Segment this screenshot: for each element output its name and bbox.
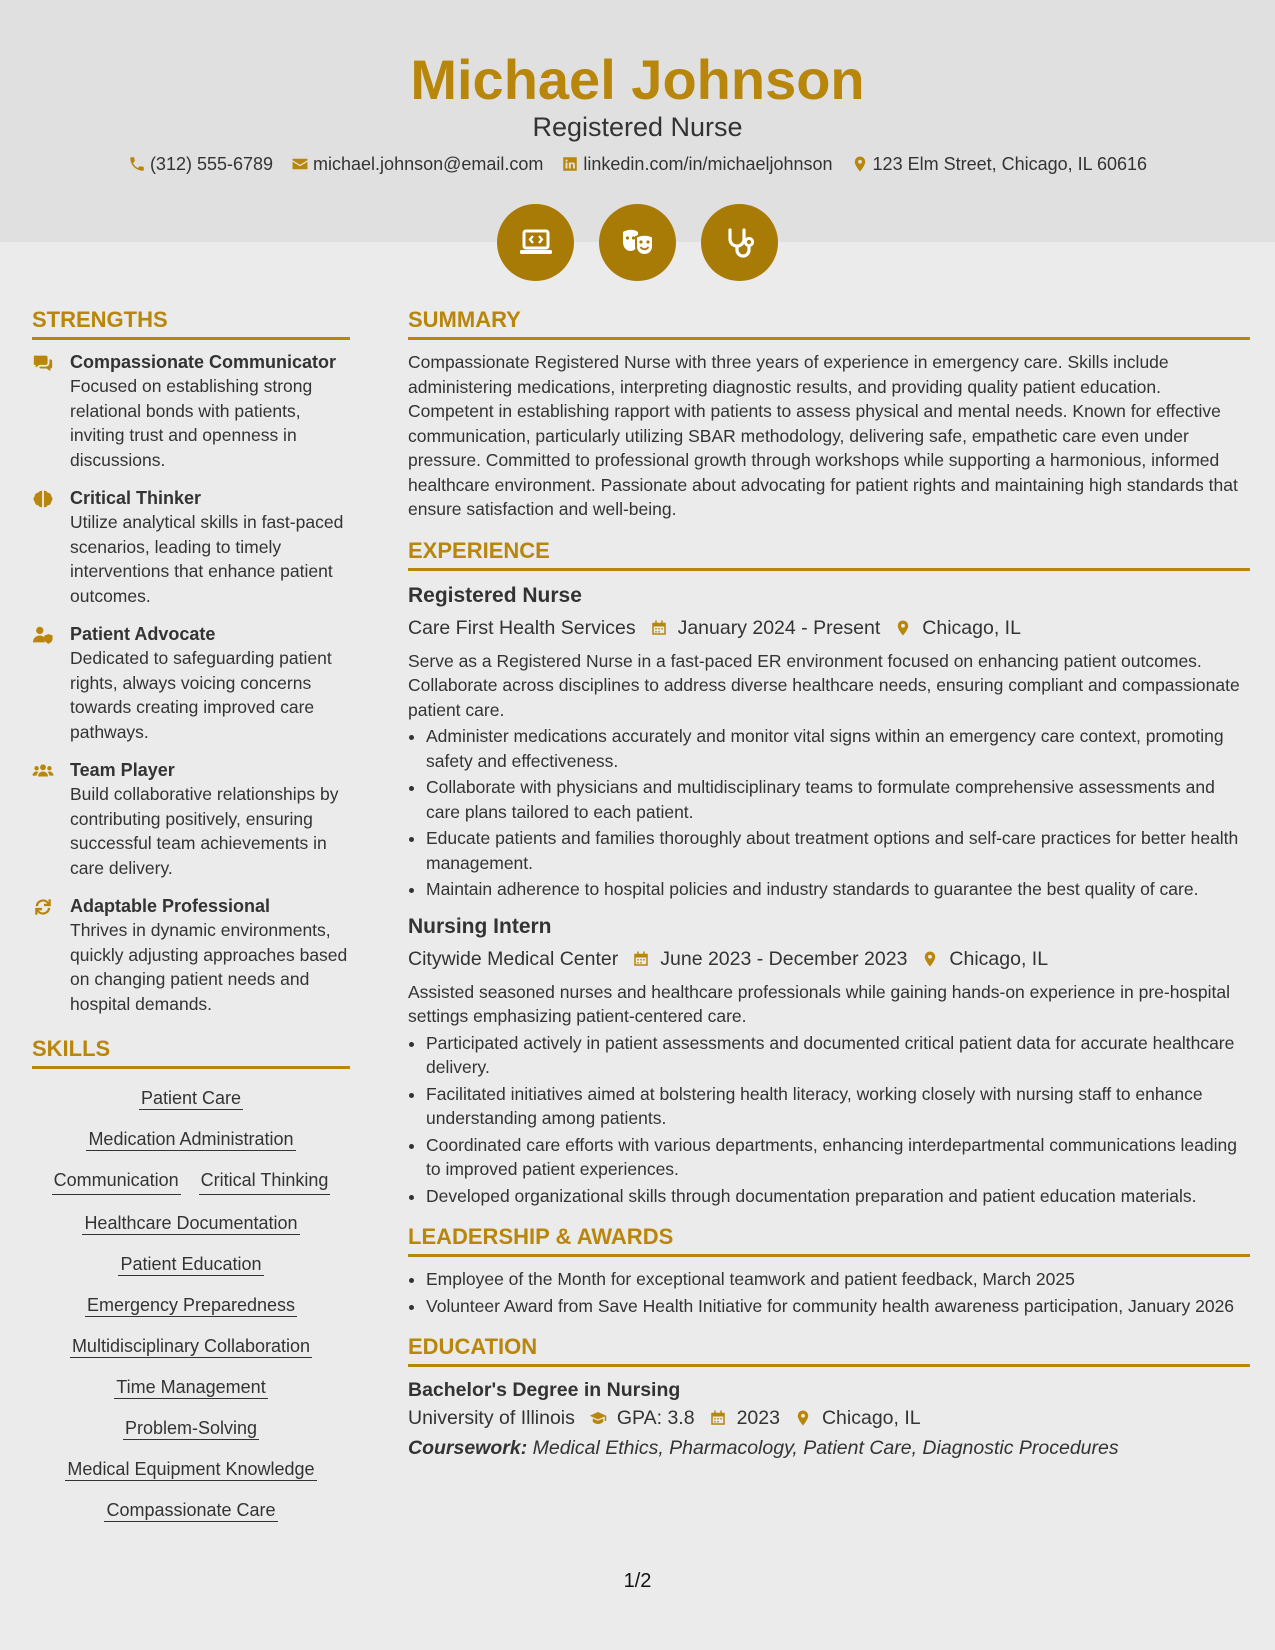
skill-tag: Multidisciplinary Collaboration (71, 1336, 311, 1356)
list-item: • Coordinated care efforts with various departments, enhancing interdepartmental communications leading to improved patient experiences. (426, 1133, 1250, 1182)
strengths-heading: STRENGTHS (32, 305, 350, 340)
leadership-heading: LEADERSHIP & AWARDS (408, 1222, 1250, 1257)
contact-phone-text: (312) 555-6789 (149, 154, 274, 174)
job-bullets (408, 1031, 1250, 1209)
job-location: Chicago, IL (922, 616, 1021, 639)
user-shield-icon (32, 624, 54, 646)
candidate-role: Registered Nurse (532, 112, 743, 142)
job-description: Serve as a Registered Nurse in a fast-paced ER environment focused on enhancing patient outcomes. Collaborate across disciplines to address diverse healthcare needs, ensuring compliant and compassionate patient care. (408, 650, 1240, 720)
job-title: Nursing Intern (408, 914, 552, 938)
skill-tag: Time Management (116, 1377, 266, 1397)
right-column (408, 305, 1250, 1463)
list-item: • Collaborate with physicians and multidisciplinary teams to formulate comprehensive assessments and care plans tailored to each patient. (426, 775, 1250, 824)
strength-title: Critical Thinker (70, 488, 202, 508)
skill-tag: Medication Administration (88, 1129, 294, 1149)
calendar-icon (709, 1409, 727, 1427)
laptop-code-icon (516, 223, 556, 263)
list-item: • Administer medications accurately and monitor vital signs within an emergency care context, promoting safety and effectiveness. (426, 724, 1250, 773)
phone-icon (128, 155, 146, 173)
strength-title: Adaptable Professional (70, 896, 271, 916)
strength-desc: Utilize analytical skills in fast-paced scenarios, leading to timely interventions that enhance patient outcomes. (70, 512, 344, 606)
calendar-icon (632, 950, 650, 968)
graduation-year: 2023 (736, 1407, 780, 1429)
job-dates: June 2023 - December 2023 (660, 947, 908, 970)
summary-heading: SUMMARY (408, 305, 1250, 340)
strength-item (32, 758, 350, 880)
sync-icon (32, 896, 54, 918)
skill-tag: Medical Equipment Knowledge (67, 1459, 315, 1479)
strength-item (32, 894, 350, 1016)
skill-tag: Healthcare Documentation (84, 1213, 298, 1233)
brain-icon (32, 488, 54, 510)
coursework-label: Coursework: (408, 1437, 528, 1459)
skill-tag: Critical Thinking (199, 1167, 331, 1195)
stethoscope-icon (720, 223, 760, 263)
job-company: Citywide Medical Center (408, 947, 619, 970)
summary-text: Compassionate Registered Nurse with three years of experience in emergency care. Skills include administering medications, interpreting diagnostic results, and providing quality patient education. Competent in establishing rapport with patients to assess physical and mental needs. Known for effective communication, particularly utilizing SBAR methodology, delivering safe, empathetic care even under pressure. Committed to professional growth through workshops while supporting a harmonious, informed healthcare environment. Passionate about advocating for patient rights and maintaining high standards that ensure satisfaction and well-being. (408, 352, 1238, 519)
location-icon (921, 950, 939, 968)
theater-masks-icon (618, 223, 658, 263)
list-item: • Maintain adherence to hospital policies and industry standards to guarantee the best quality of care. (426, 877, 1250, 902)
contact-linkedin-text: linkedin.com/in/michaeljohnson (583, 154, 833, 174)
strength-title: Team Player (70, 760, 175, 780)
job-title: Registered Nurse (408, 583, 582, 607)
candidate-name: Michael Johnson (410, 48, 865, 111)
school-name: University of Illinois (408, 1407, 575, 1429)
contact-location-text: 123 Elm Street, Chicago, IL 60616 (872, 154, 1148, 174)
location-icon (851, 155, 869, 173)
coursework-list: Medical Ethics, Pharmacology, Patient Care, Diagnostic Procedures (532, 1437, 1119, 1459)
graduation-cap-icon (589, 1409, 607, 1427)
list-item: • Participated actively in patient assessments and documented critical patient data for accurate healthcare delivery. (426, 1031, 1250, 1080)
skill-tag: Emergency Preparedness (86, 1295, 296, 1315)
skill-tag: Problem-Solving (124, 1418, 258, 1438)
job-bullets (408, 724, 1250, 902)
left-column (32, 305, 350, 1523)
list-item: • Employee of the Month for exceptional teamwork and patient feedback, March 2025 (426, 1267, 1250, 1292)
users-icon (32, 760, 54, 782)
list-item: • Facilitated initiatives aimed at bolstering health literacy, working closely with nursing staff to enhance understanding among patients. (426, 1082, 1250, 1131)
strength-title: Patient Advocate (70, 624, 216, 644)
page-number: 1/2 (623, 1570, 652, 1592)
job-entry (408, 581, 1250, 902)
strength-item (32, 622, 350, 744)
experience-heading: EXPERIENCE (408, 536, 1250, 571)
job-entry (408, 912, 1250, 1209)
badge-laptop (497, 204, 574, 281)
skills-heading: SKILLS (32, 1034, 350, 1069)
calendar-icon (650, 619, 668, 637)
contact-email-text: michael.johnson@email.com (313, 154, 544, 174)
job-description: Assisted seasoned nurses and healthcare professionals while gaining hands-on experience in pre-hospital settings emphasizing patient-centered care. (408, 981, 1231, 1026)
coursework (408, 1433, 1250, 1463)
skill-tag: Communication (52, 1167, 181, 1195)
contact-email[interactable] (291, 152, 543, 176)
location-icon (794, 1409, 812, 1427)
skill-tag: Patient Education (120, 1254, 262, 1274)
strength-item (32, 350, 350, 472)
contact-linkedin[interactable] (561, 152, 832, 176)
location-icon (894, 619, 912, 637)
strength-item (32, 486, 350, 608)
education-heading: EDUCATION (408, 1332, 1250, 1367)
job-meta (408, 944, 1250, 974)
education-location: Chicago, IL (821, 1407, 921, 1429)
linkedin-icon (561, 155, 579, 173)
email-icon (291, 155, 309, 173)
strength-title: Compassionate Communicator (70, 352, 337, 372)
strength-desc: Dedicated to safeguarding patient rights, always voicing concerns towards creating improved care pathways. (70, 648, 332, 742)
strength-desc: Build collaborative relationships by contributing positively, ensuring successful team achievements in care delivery. (70, 784, 339, 878)
badge-masks (599, 204, 676, 281)
skill-tag: Patient Care (140, 1088, 242, 1108)
job-dates: January 2024 - Present (677, 616, 881, 639)
contact-location (851, 152, 1148, 176)
comments-icon (32, 352, 54, 374)
skill-tag: Compassionate Care (106, 1500, 276, 1520)
strength-desc: Thrives in dynamic environments, quickly adjusting approaches based on changing patient needs and hospital demands. (70, 920, 348, 1014)
badge-row (0, 204, 1275, 281)
degree-title: Bachelor's Degree in Nursing (408, 1379, 681, 1401)
list-item: • Volunteer Award from Save Health Initiative for community health awareness participation, January 2026 (426, 1294, 1250, 1319)
skills-list (32, 1079, 350, 1523)
list-item: • Educate patients and families thoroughly about treatment options and self-care practices for better health management. (426, 826, 1250, 875)
job-company: Care First Health Services (408, 616, 636, 639)
awards-list (408, 1267, 1250, 1318)
contact-bar (0, 152, 1275, 176)
job-location: Chicago, IL (949, 947, 1049, 970)
badge-stethoscope (701, 204, 778, 281)
list-item: • Developed organizational skills through documentation preparation and patient education materials. (426, 1184, 1250, 1209)
gpa: GPA: 3.8 (616, 1407, 695, 1429)
contact-phone[interactable] (128, 152, 273, 176)
strength-desc: Focused on establishing strong relational bonds with patients, inviting trust and openness in discussions. (70, 376, 313, 470)
job-meta (408, 613, 1250, 643)
education-meta (408, 1403, 1250, 1433)
